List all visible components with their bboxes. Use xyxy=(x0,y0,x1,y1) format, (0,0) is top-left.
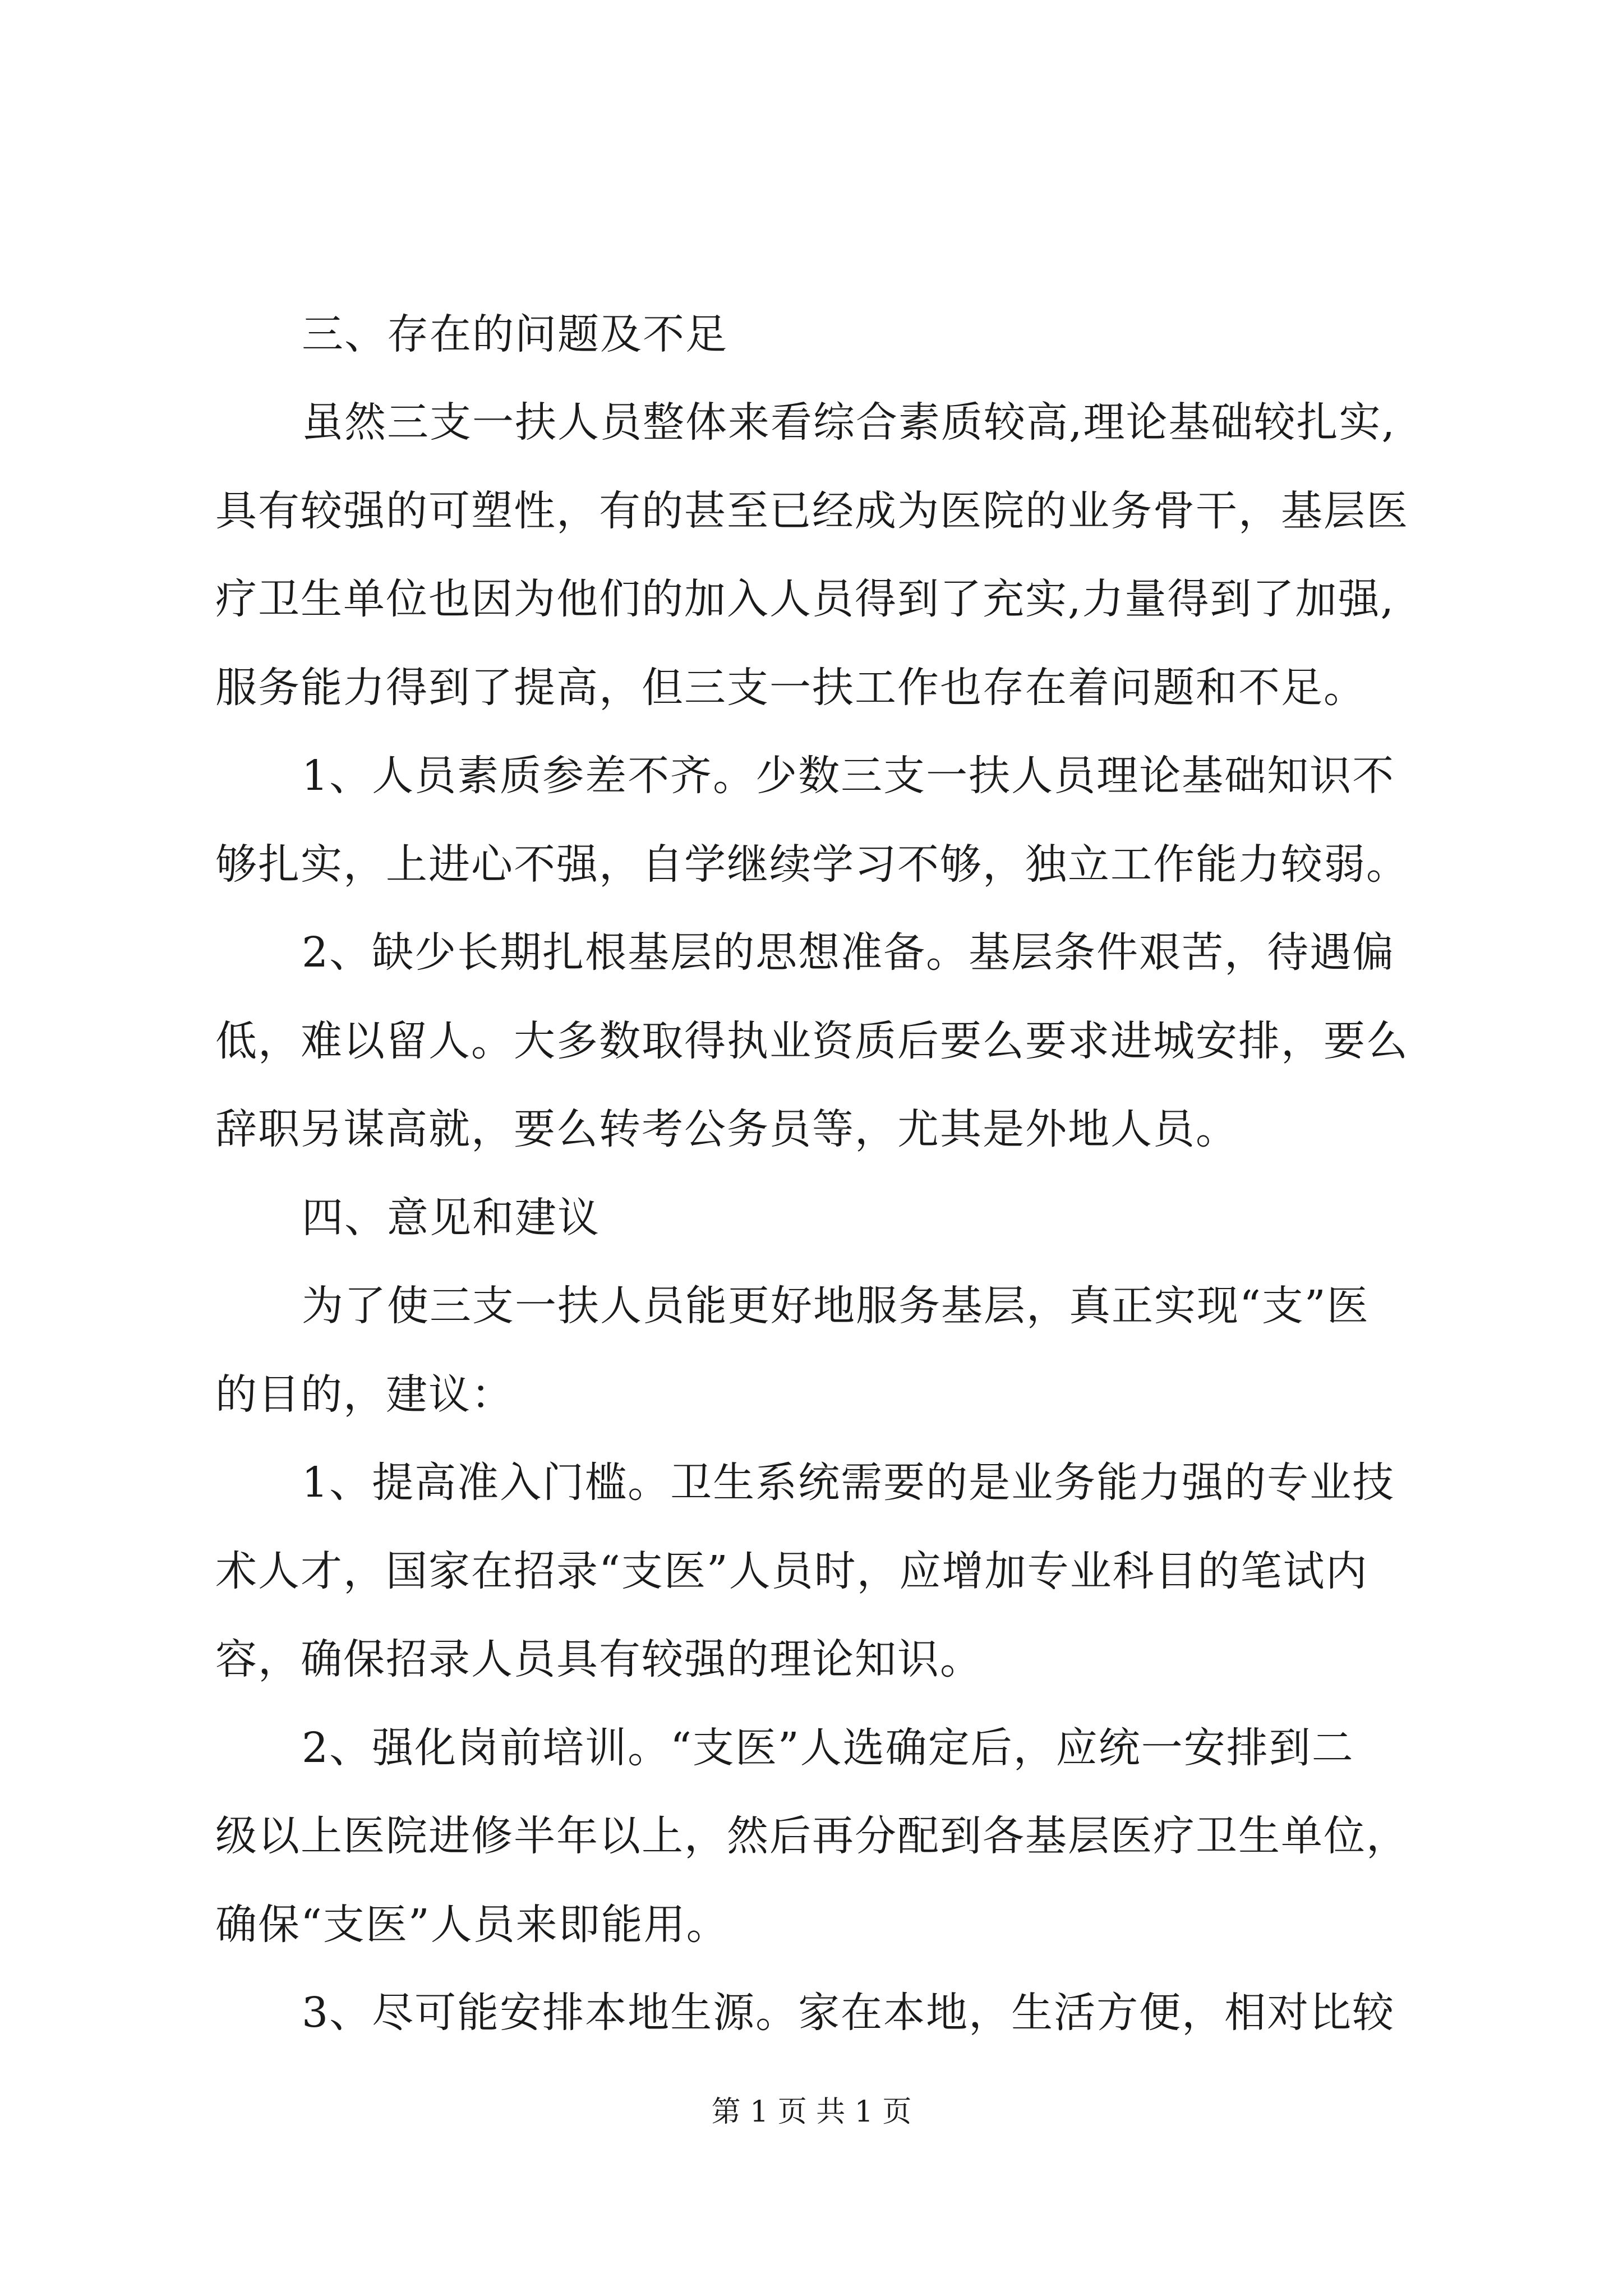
paragraph-line: 1、人员素质参差不齐。少数三支一扶人员理论基础知识不 xyxy=(302,752,1395,800)
paragraph-line: 2、强化岗前培训。“支医”人选确定后，应统一安排到二 xyxy=(302,1724,1354,1772)
paragraph-line: 疗卫生单位也因为他们的加入人员得到了充实,力量得到了加强, xyxy=(215,575,1395,623)
text-line xyxy=(0,1809,1623,1863)
paragraph-line: 够扎实，上进心不强，自学继续学习不够，独立工作能力较弱。 xyxy=(215,840,1409,889)
paragraph-line: 1、提高准入门槛。卫生系统需要的是业务能力强的专业技 xyxy=(302,1458,1395,1507)
paragraph-line: 的目的，建议： xyxy=(215,1370,514,1419)
section-heading: 四、意见和建议 xyxy=(302,1194,600,1242)
page-footer: 第 1 页 共 1 页 xyxy=(711,2095,912,2129)
text-line xyxy=(0,307,1623,361)
text-line xyxy=(0,838,1623,891)
text-line xyxy=(0,395,1623,449)
paragraph-line: 服务能力得到了提高，但三支一扶工作也存在着问题和不足。 xyxy=(215,664,1366,712)
section-heading: 三、存在的问题及不足 xyxy=(302,310,728,358)
text-line xyxy=(0,1368,1623,1421)
paragraph-line: 为了使三支一扶人员能更好地服务基层，真正实现“支”医 xyxy=(302,1282,1370,1330)
text-line xyxy=(0,484,1623,538)
paragraph-line: 术人才，国家在招录“支医”人员时，应增加专业科目的笔试内 xyxy=(215,1547,1368,1595)
paragraph-line: 级以上医院进修半年以上，然后再分配到各基层医疗卫生单位， xyxy=(215,1812,1409,1860)
paragraph-line: 2、缺少长期扎根基层的思想准备。基层条件艰苦，待遇偏 xyxy=(302,928,1395,977)
text-line xyxy=(0,749,1623,803)
text-line xyxy=(0,1986,1623,2040)
paragraph-line: 具有较强的可塑性，有的甚至已经成为医院的业务骨干，基层医 xyxy=(215,487,1409,535)
paragraph-line: 虽然三支一扶人员整体来看综合素质较高,理论基础较扎实, xyxy=(302,398,1396,447)
text-line xyxy=(0,1544,1623,1598)
text-line xyxy=(0,1102,1623,1156)
text-line xyxy=(0,1191,1623,1245)
paragraph-line: 确保“支医”人员来即能用。 xyxy=(215,1901,729,1949)
paragraph-line: 3、尽可能安排本地生源。家在本地，生活方便，相对比较 xyxy=(302,1989,1395,2037)
paragraph-line: 辞职另谋高就，要么转考公务员等，尤其是外地人员。 xyxy=(215,1105,1238,1153)
paragraph-line: 容，确保招录人员具有较强的理论知识。 xyxy=(215,1635,983,1683)
text-line xyxy=(0,1632,1623,1686)
text-line xyxy=(0,1456,1623,1510)
paragraph-line: 低，难以留人。大多数取得执业资质后要么要求进城安排，要么 xyxy=(215,1017,1409,1065)
text-line xyxy=(0,1279,1623,1333)
text-line xyxy=(0,572,1623,626)
text-line xyxy=(0,1014,1623,1068)
text-line xyxy=(0,661,1623,715)
text-line xyxy=(0,1721,1623,1775)
text-line xyxy=(0,1898,1623,1952)
text-line xyxy=(0,926,1623,979)
